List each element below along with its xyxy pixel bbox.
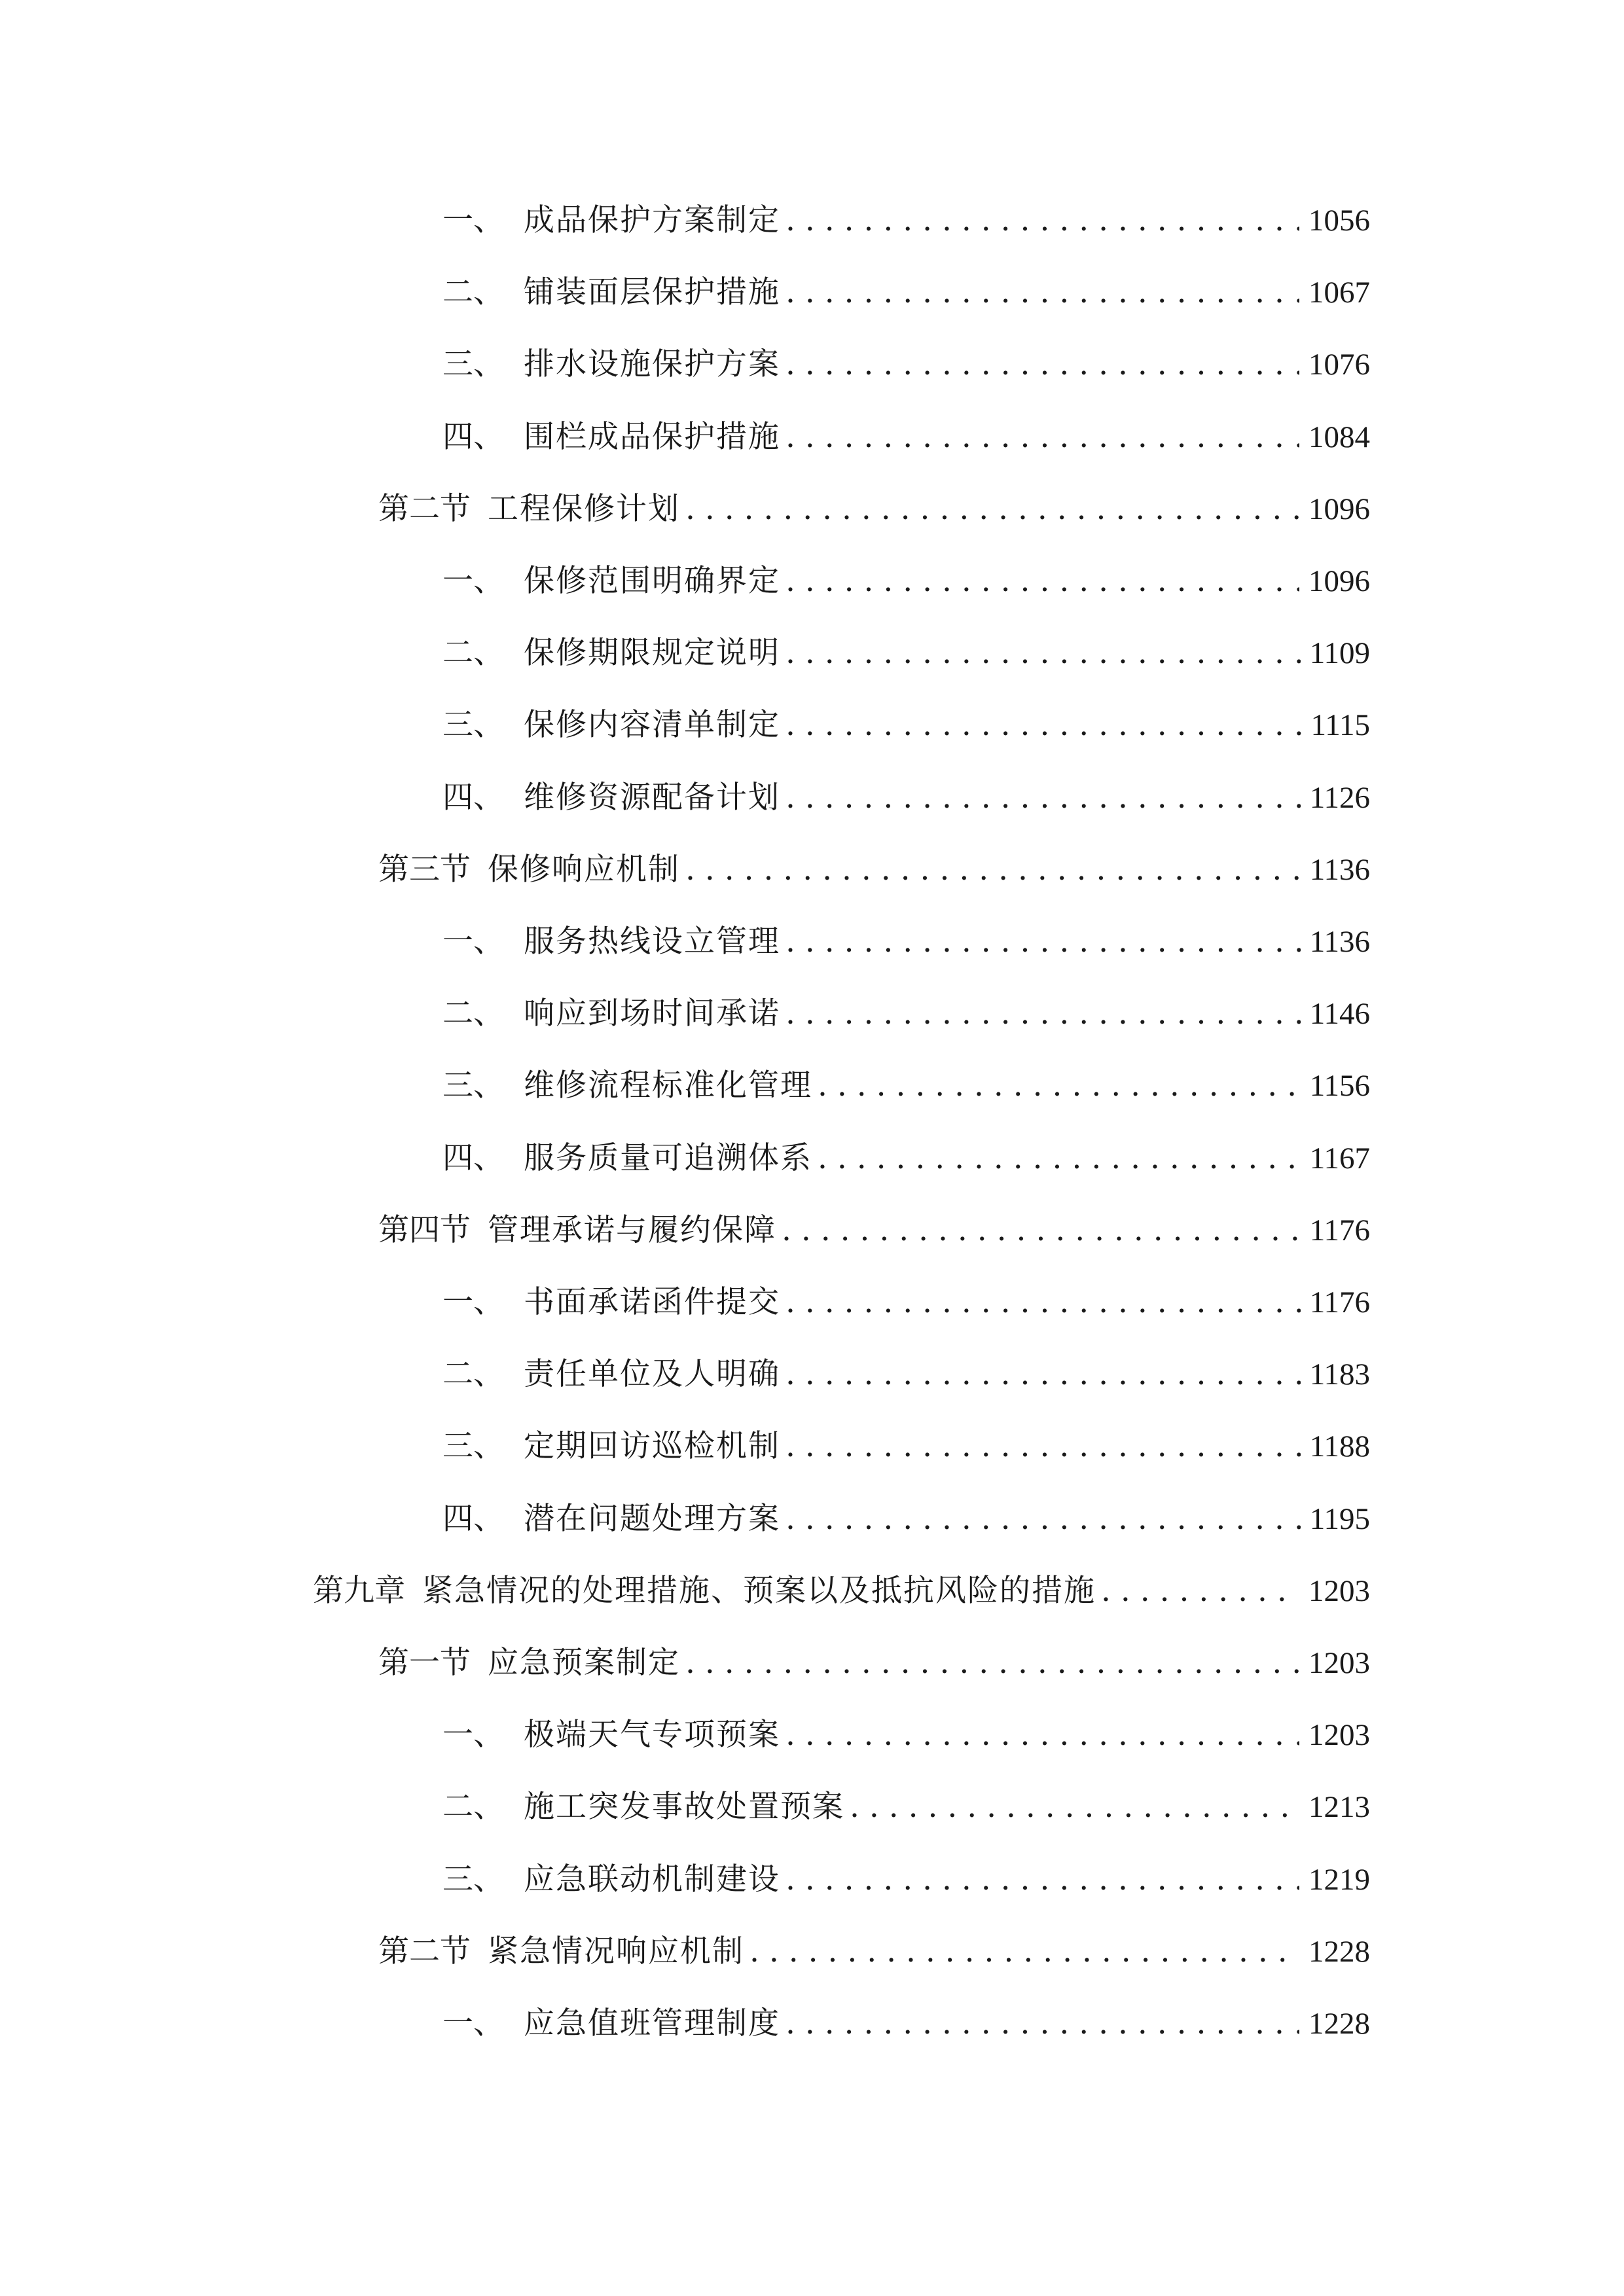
toc-page-number: 1156 <box>1309 1069 1370 1103</box>
toc-page-number: 1056 <box>1308 204 1370 238</box>
toc-entry[interactable] <box>442 555 1370 607</box>
toc-entry-number: 三、 <box>442 1861 504 1897</box>
toc-dot-leader <box>785 194 1299 247</box>
toc-entry-number: 四、 <box>442 1139 504 1176</box>
toc-entry[interactable] <box>442 1854 1370 1906</box>
toc-entry-title: 维修流程标准化管理 <box>524 1067 812 1104</box>
toc-entry-number: 第三节 <box>378 851 471 888</box>
toc-page-number: 1228 <box>1308 1934 1370 1969</box>
toc-dot-leader <box>785 772 1301 824</box>
toc-dot-leader <box>785 266 1299 319</box>
toc-dot-leader <box>1101 1565 1299 1617</box>
toc-entry[interactable] <box>442 338 1370 391</box>
toc-entry-number: 三、 <box>442 1067 504 1104</box>
toc-page-number: 1076 <box>1308 348 1370 382</box>
toc-entry-title: 围栏成品保护措施 <box>524 418 780 455</box>
toc-dot-leader <box>685 483 1299 535</box>
toc-entry[interactable] <box>313 1565 1370 1617</box>
toc-entry-title: 施工突发事故处置预案 <box>524 1789 844 1825</box>
toc-page-number: 1188 <box>1309 1429 1370 1464</box>
toc-entry[interactable] <box>442 1060 1370 1112</box>
toc-page-number: 1228 <box>1308 2007 1370 2041</box>
toc-dot-leader <box>685 844 1301 896</box>
toc-entry[interactable] <box>442 1348 1370 1401</box>
toc-entry[interactable] <box>378 1637 1370 1689</box>
toc-entry-title: 保修内容清单制定 <box>524 707 780 744</box>
toc-entry-number: 四、 <box>442 418 504 455</box>
toc-page-number: 1146 <box>1309 997 1370 1031</box>
toc-entry-number: 四、 <box>442 1500 504 1537</box>
toc-entry[interactable] <box>442 988 1370 1040</box>
toc-entry-title: 极端天气专项预案 <box>524 1717 780 1753</box>
toc-dot-leader <box>782 1204 1301 1257</box>
toc-page-number: 1115 <box>1310 708 1370 743</box>
toc-dot-leader <box>785 1276 1301 1329</box>
toc-dot-leader <box>785 1854 1299 1906</box>
toc-entry[interactable] <box>378 1204 1370 1257</box>
toc-entry-title: 工程保修计划 <box>488 490 680 527</box>
toc-dot-leader <box>785 1348 1301 1401</box>
toc-entry[interactable] <box>378 1926 1370 1978</box>
toc-page-number: 1203 <box>1308 1646 1370 1680</box>
toc-entry[interactable] <box>442 266 1370 319</box>
toc-entry-number: 二、 <box>442 274 504 311</box>
toc-entry[interactable] <box>442 772 1370 824</box>
toc-entry-title: 铺装面层保护措施 <box>524 274 780 311</box>
toc-entry-number: 第一节 <box>378 1645 471 1681</box>
toc-entry-number: 一、 <box>442 1284 504 1320</box>
toc-entry-number: 四、 <box>442 779 504 816</box>
toc-dot-leader <box>818 1132 1301 1185</box>
toc-entry-title: 保修响应机制 <box>488 851 680 888</box>
toc-entry-title: 责任单位及人明确 <box>524 1356 780 1393</box>
toc-dot-leader <box>785 1493 1301 1545</box>
toc-page-number: 1084 <box>1308 420 1370 454</box>
toc-page-number: 1183 <box>1309 1357 1370 1392</box>
toc-entry-title: 保修范围明确界定 <box>524 563 780 599</box>
toc-entry-title: 排水设施保护方案 <box>524 346 780 383</box>
toc-page-number: 1176 <box>1309 1285 1370 1319</box>
toc-entry-number: 第九章 <box>313 1572 405 1609</box>
toc-page-number: 1096 <box>1308 492 1370 526</box>
toc-page-number: 1203 <box>1308 1718 1370 1753</box>
toc-entry[interactable] <box>442 627 1370 679</box>
toc-dot-leader <box>785 411 1299 463</box>
toc-dot-leader <box>685 1637 1299 1689</box>
toc-page-number: 1219 <box>1308 1862 1370 1897</box>
toc-dot-leader <box>785 338 1299 391</box>
toc-entry-title: 保修期限规定说明 <box>524 635 780 672</box>
toc-entry-number: 二、 <box>442 635 504 672</box>
toc-entry[interactable] <box>442 1420 1370 1473</box>
toc-entry-number: 第二节 <box>378 490 471 527</box>
toc-entry-title: 定期回访巡检机制 <box>524 1428 780 1465</box>
toc-entry[interactable] <box>442 1276 1370 1329</box>
toc-entry-title: 书面承诺函件提交 <box>524 1284 780 1320</box>
toc-entry-title: 潜在问题处理方案 <box>524 1500 780 1537</box>
toc-dot-leader <box>785 555 1299 607</box>
toc-entry-number: 三、 <box>442 1428 504 1465</box>
toc-entry-title: 紧急情况的处理措施、预案以及抵抗风险的措施 <box>422 1572 1096 1609</box>
toc-dot-leader <box>785 627 1301 679</box>
toc-entry-title: 应急联动机制建设 <box>524 1861 780 1897</box>
toc-entry-number: 二、 <box>442 1356 504 1393</box>
toc-entry-number: 第四节 <box>378 1211 471 1248</box>
toc-entry-title: 服务热线设立管理 <box>524 924 780 960</box>
toc-entry-title: 响应到场时间承诺 <box>524 996 780 1032</box>
toc-entry[interactable] <box>442 1709 1370 1761</box>
toc-page-number: 1096 <box>1308 564 1370 598</box>
toc-entry[interactable] <box>442 194 1370 247</box>
toc-entry-number: 一、 <box>442 2005 504 2041</box>
toc-entry[interactable] <box>442 411 1370 463</box>
toc-entry-number: 三、 <box>442 346 504 383</box>
toc-entry-number: 一、 <box>442 563 504 599</box>
toc-dot-leader <box>749 1926 1299 1978</box>
toc-entry-title: 应急预案制定 <box>488 1645 680 1681</box>
toc-entry[interactable] <box>442 1493 1370 1545</box>
toc-entry[interactable] <box>378 483 1370 535</box>
toc-page-number: 1213 <box>1308 1790 1370 1825</box>
toc-entry-number: 二、 <box>442 996 504 1032</box>
toc-entry-title: 紧急情况响应机制 <box>488 1933 744 1969</box>
toc-entry-number: 第二节 <box>378 1933 471 1969</box>
toc-dot-leader <box>850 1781 1299 1833</box>
toc-entry[interactable] <box>442 916 1370 968</box>
toc-entry-title: 应急值班管理制度 <box>524 2005 780 2041</box>
toc-dot-leader <box>785 988 1301 1040</box>
toc-page-number: 1195 <box>1309 1501 1370 1536</box>
toc-entry-title: 管理承诺与履约保障 <box>488 1211 776 1248</box>
toc-entry-number: 一、 <box>442 924 504 960</box>
toc-entry[interactable] <box>442 1781 1370 1833</box>
toc-entry-number: 三、 <box>442 707 504 744</box>
toc-dot-leader <box>785 699 1301 751</box>
toc-entry-title: 维修资源配备计划 <box>524 779 780 816</box>
toc-page-number: 1176 <box>1309 1213 1370 1247</box>
toc-dot-leader <box>785 1709 1299 1761</box>
toc-page-number: 1109 <box>1309 636 1370 671</box>
toc-dot-leader <box>785 916 1301 968</box>
toc-page-number: 1167 <box>1309 1141 1370 1175</box>
toc-entry-title: 成品保护方案制定 <box>524 202 780 238</box>
toc-page-number: 1203 <box>1308 1573 1370 1608</box>
toc-dot-leader <box>785 1420 1301 1473</box>
toc-entry-number: 一、 <box>442 1717 504 1753</box>
toc-page-number: 1067 <box>1308 276 1370 310</box>
toc-dot-leader <box>785 1998 1299 2050</box>
toc-entry[interactable] <box>442 699 1370 751</box>
toc-entry[interactable] <box>378 844 1370 896</box>
toc-entry-number: 二、 <box>442 1789 504 1825</box>
toc-page-number: 1136 <box>1309 925 1370 959</box>
toc-entry-number: 一、 <box>442 202 504 238</box>
toc-page-number: 1126 <box>1309 780 1370 815</box>
toc-entry-title: 服务质量可追溯体系 <box>524 1139 812 1176</box>
toc-entry[interactable] <box>442 1132 1370 1185</box>
toc-entry[interactable] <box>442 1998 1370 2050</box>
toc-page-number: 1136 <box>1309 852 1370 887</box>
toc-dot-leader <box>818 1060 1301 1112</box>
